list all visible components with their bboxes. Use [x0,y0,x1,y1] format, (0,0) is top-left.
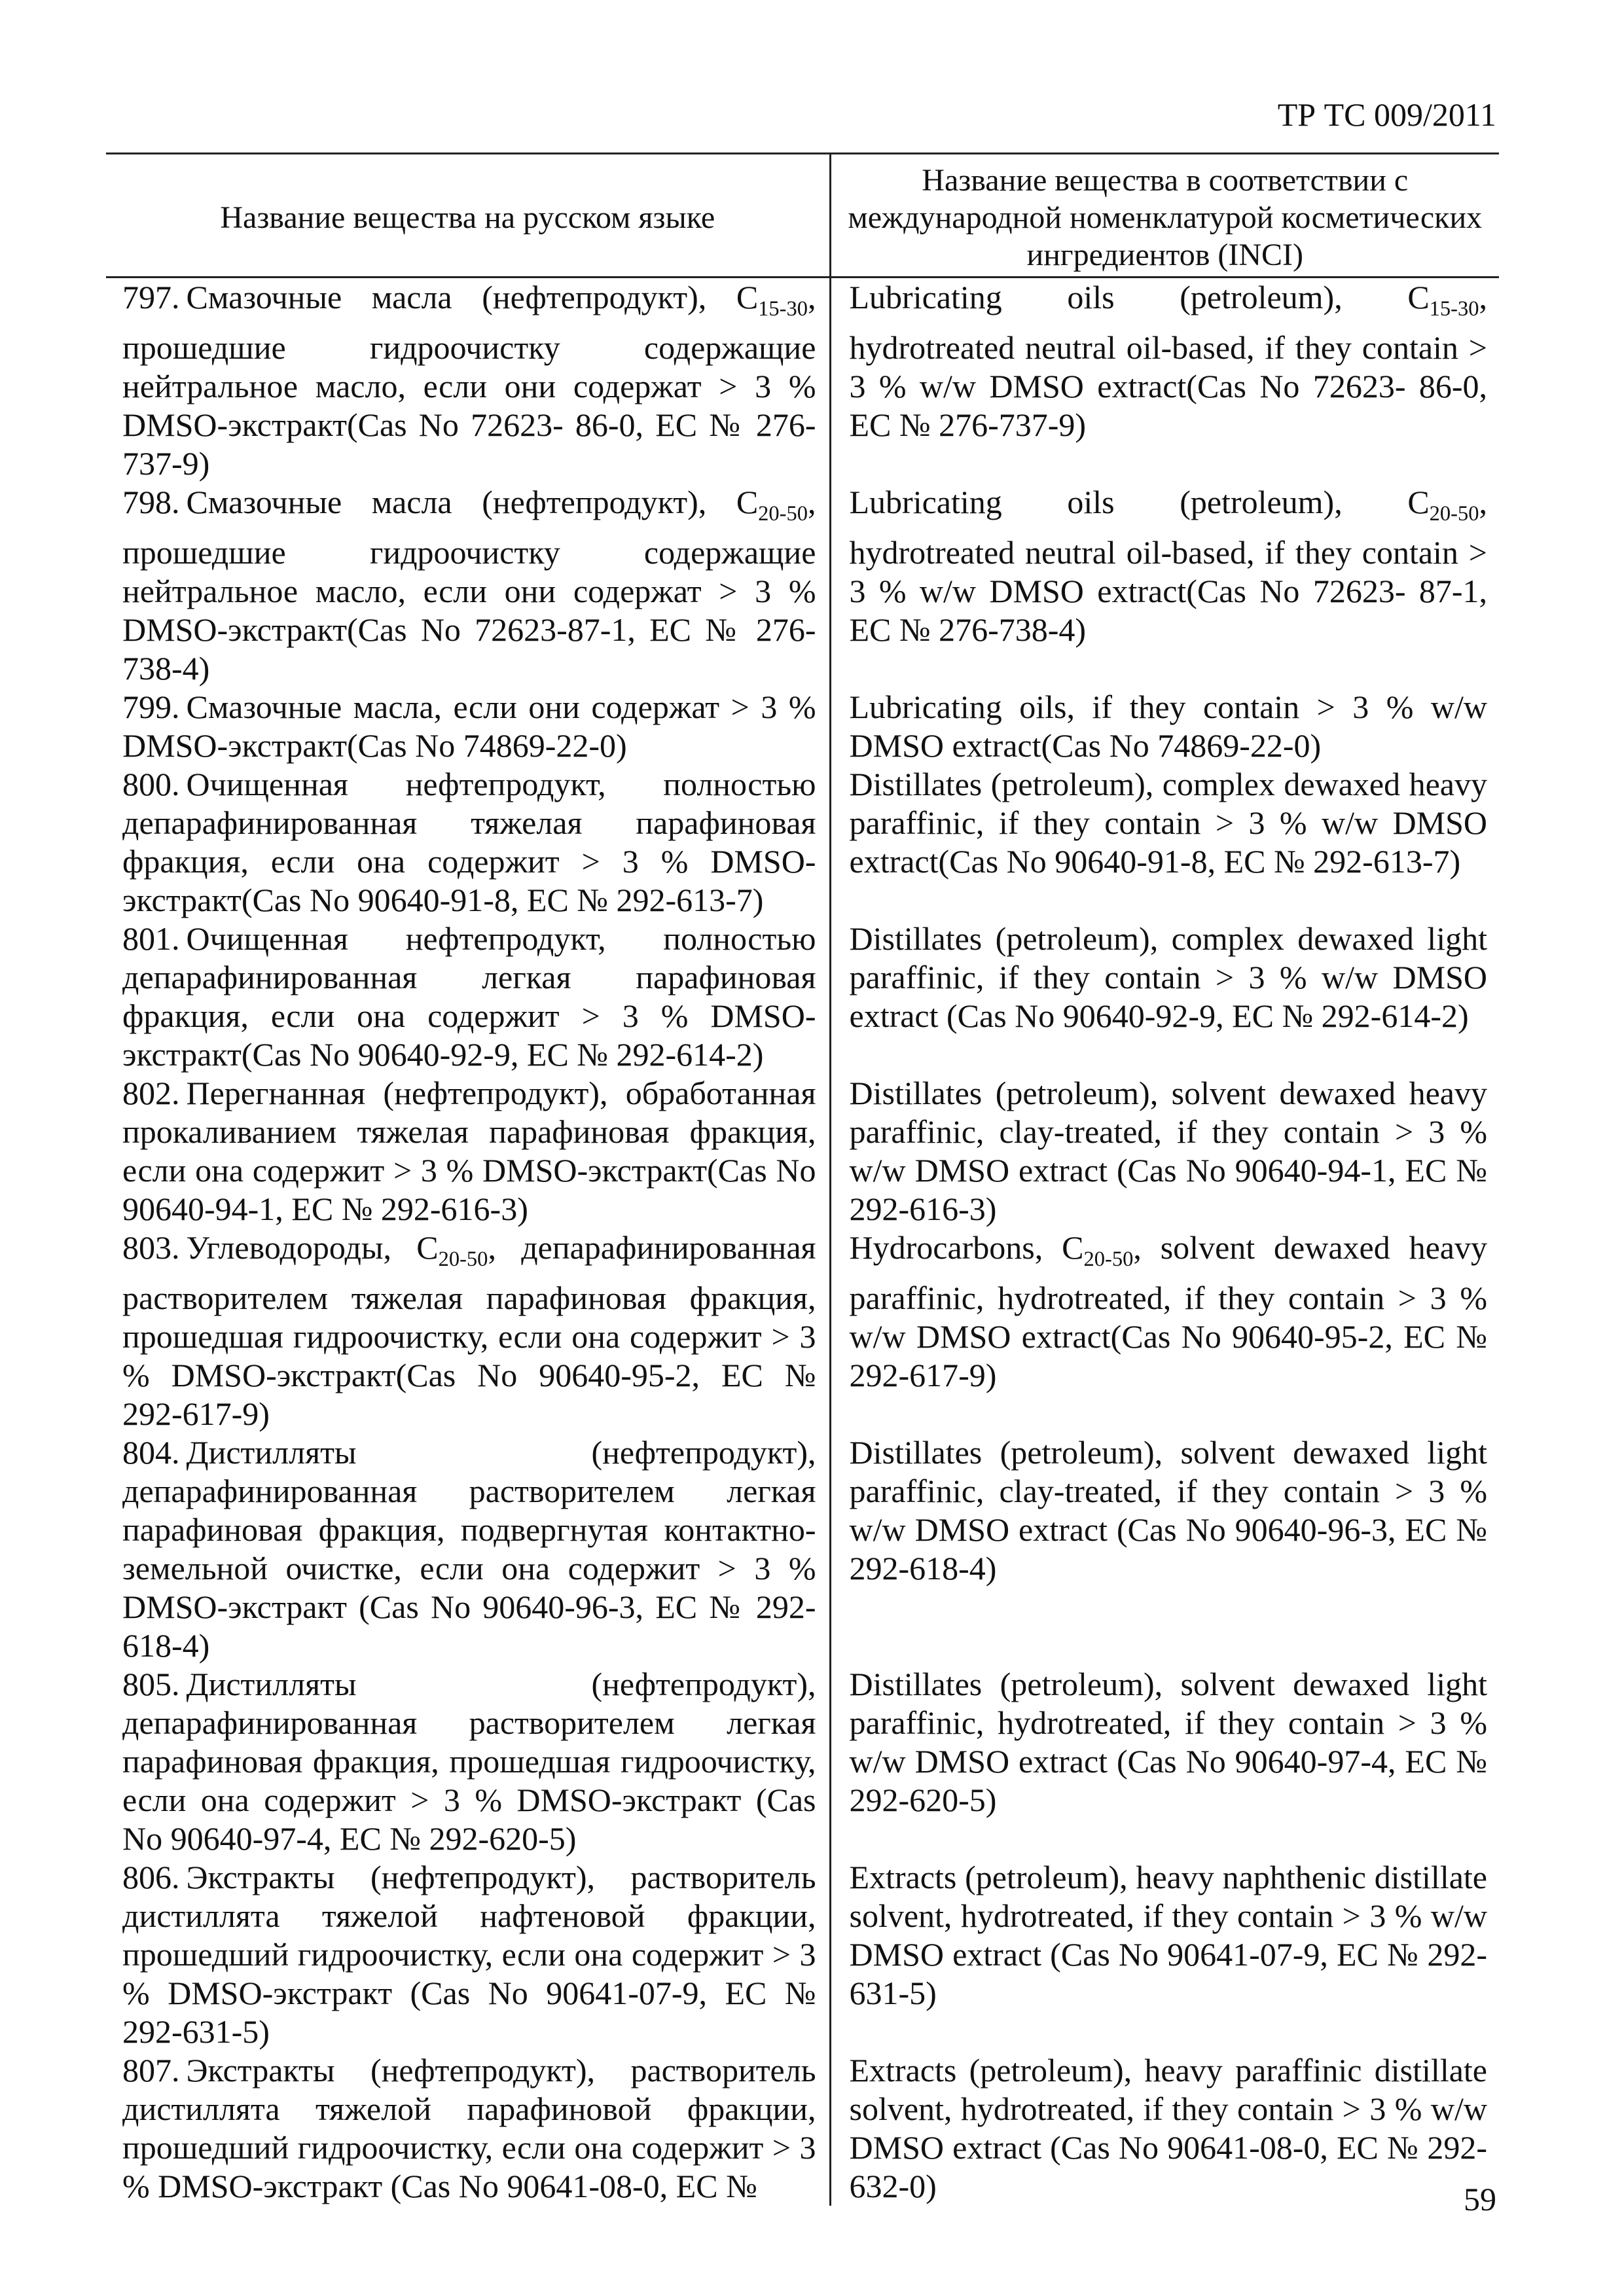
entry-number: 807. [122,2052,180,2089]
inci-name-cell [830,2051,1499,2206]
entry-number: 800. [122,766,180,802]
russian-name-text: Очищенная нефтепродукт, полностью депарафинированная тяжелая парафиновая фракция, если она содержит > 3 % DMSO-экстракт(Cas No 90640-91-8, EC № 292-613-7) [122,766,816,918]
table-row [106,2051,1499,2206]
table-body [106,278,1499,2206]
entry-number: 805. [122,1666,180,1702]
inci-name-cell [830,765,1499,920]
table-header-row [106,154,1499,278]
inci-name-text: Distillates (petroleum), solvent dewaxed heavy paraffinic, clay-treated, if they contain > 3 % w/w DMSO extract (Cas No 90640-94-1, EC № 292-616-3) [849,1075,1487,1227]
inci-name-cell [830,1433,1499,1665]
russian-name-text: Очищенная нефтепродукт, полностью депарафинированная легкая парафиновая фракция, если она содержит > 3 % DMSO-экстракт(Cas No 90640-92-9, EC № 292-614-2) [122,920,816,1073]
entry-number: 804. [122,1434,180,1471]
inci-name-cell [830,1858,1499,2051]
russian-name-cell [106,1665,830,1858]
table-row [106,278,1499,484]
inci-name-text: Lubricating oils (petroleum), $C_{15-30}$, hydrotreated neutral oil-based, if they contain > 3 % w/w DMSO extract(Cas No 72623- 86-0, EC № 276-737-9) [849,279,1487,443]
table-row [106,1433,1499,1665]
table-row [106,1665,1499,1858]
inci-name-text: Distillates (petroleum), complex dewaxed light paraffinic, if they contain > 3 % w/w DMSO extract (Cas No 90640-92-9, EC № 292-614-2) [849,920,1487,1034]
page-number: 59 [1464,2181,1496,2217]
inci-name-text: Lubricating oils, if they contain > 3 % w/w DMSO extract(Cas No 74869-22-0) [849,689,1487,764]
russian-name-cell [106,1433,830,1665]
russian-name-cell [106,483,830,688]
table-row [106,483,1499,688]
russian-name-cell [106,278,830,484]
column-header-inci: Название вещества в соответствии с международной номенклатурой косметических ингредиентов (INCI) [830,154,1499,278]
entry-number: 802. [122,1075,180,1111]
inci-name-text: Extracts (petroleum), heavy paraffinic distillate solvent, hydrotreated, if they contain > 3 % w/w DMSO extract (Cas No 90641-08-0, EC № 292-632-0) [849,2052,1487,2204]
russian-name-text: Дистилляты (нефтепродукт), депарафинированная растворителем легкая парафиновая фракция, прошедшая гидроочистку, если она содержит > 3 % DMSO-экстракт (Cas No 90640-97-4, EC № 292-620-5) [122,1666,816,1857]
entry-number: 801. [122,920,180,957]
inci-name-cell [830,920,1499,1074]
russian-name-text: Дистилляты (нефтепродукт), депарафинированная растворителем легкая парафиновая фракция, подвергнутая контактно-земельной очистке, если она содержит > 3 % DMSO-экстракт (Cas No 90640-96-3, EC № 292-618-4) [122,1434,816,1664]
inci-name-text: Distillates (petroleum), complex dewaxed heavy paraffinic, if they contain > 3 % w/w DMSO extract(Cas No 90640-91-8, EC № 292-613-7) [849,766,1487,880]
russian-name-text: Перегнанная (нефтепродукт), обработанная прокаливанием тяжелая парафиновая фракция, если она содержит > 3 % DMSO-экстракт(Cas No 90640-94-1, EC № 292-616-3) [122,1075,816,1227]
russian-name-cell [106,1858,830,2051]
table-row [106,920,1499,1074]
russian-name-text: Смазочные масла, если они содержат > 3 % DMSO-экстракт(Cas No 74869-22-0) [122,689,816,764]
entry-number: 798. [122,484,180,520]
entry-number: 806. [122,1859,180,1895]
table-row [106,1858,1499,2051]
substance-table [106,152,1499,2206]
russian-name-cell [106,765,830,920]
inci-name-cell [830,1665,1499,1858]
inci-name-cell [830,1229,1499,1433]
russian-name-text: Экстракты (нефтепродукт), растворитель дистиллята тяжелой нафтеновой фракции, прошедший гидроочистку, если она содержит > 3 % DMSO-экстракт (Cas No 90641-07-9, EC № 292-631-5) [122,1859,816,2050]
russian-name-cell [106,2051,830,2206]
entry-number: 803. [122,1229,180,1266]
russian-name-text: Смазочные масла (нефтепродукт), $C_{15-30}$, прошедшие гидроочистку содержащие нейтральное масло, если они содержат > 3 % DMSO-экстракт(Cas No 72623- 86-0, EC № 276-737-9) [122,279,816,482]
russian-name-cell [106,688,830,765]
inci-name-text: Distillates (petroleum), solvent dewaxed light paraffinic, hydrotreated, if they contain > 3 % w/w DMSO extract (Cas No 90640-97-4, EC № 292-620-5) [849,1666,1487,1818]
inci-name-cell [830,1074,1499,1229]
russian-name-cell [106,920,830,1074]
inci-name-cell [830,278,1499,484]
inci-name-text: Distillates (petroleum), solvent dewaxed light paraffinic, clay-treated, if they contain > 3 % w/w DMSO extract (Cas No 90640-96-3, EC № 292-618-4) [849,1434,1487,1587]
inci-name-text: Hydrocarbons, $C_{20-50}$, solvent dewaxed heavy paraffinic, hydrotreated, if they contain > 3 % w/w DMSO extract(Cas No 90640-95-2, EC № 292-617-9) [849,1229,1487,1393]
table-row [106,1229,1499,1433]
russian-name-text: Углеводороды, $C_{20-50}$, депарафинированная растворителем тяжелая парафиновая фракция, прошедшая гидроочистку, если она содержит > 3 % DMSO-экстракт(Cas No 90640-95-2, EC № 292-617-9) [122,1229,816,1432]
table-row [106,765,1499,920]
table-row [106,1074,1499,1229]
russian-name-cell [106,1074,830,1229]
entry-number: 797. [122,279,180,315]
inci-name-text: Lubricating oils (petroleum), $C_{20-50}$, hydrotreated neutral oil-based, if they contain > 3 % w/w DMSO extract(Cas No 72623- 87-1, EC № 276-738-4) [849,484,1487,648]
document-code: ТР ТС 009/2011 [1277,96,1496,133]
russian-name-cell [106,1229,830,1433]
column-header-russian: Название вещества на русском языке [106,154,830,278]
inci-name-cell [830,688,1499,765]
table-row [106,688,1499,765]
inci-name-cell [830,483,1499,688]
entry-number: 799. [122,689,180,725]
inci-name-text: Extracts (petroleum), heavy naphthenic distillate solvent, hydrotreated, if they contain > 3 % w/w DMSO extract (Cas No 90641-07-9, EC № 292-631-5) [849,1859,1487,2011]
russian-name-text: Смазочные масла (нефтепродукт), $C_{20-50}$, прошедшие гидроочистку содержащие нейтральное масло, если они содержат > 3 % DMSO-экстракт(Cas No 72623-87-1, EC № 276-738-4) [122,484,816,687]
russian-name-text: Экстракты (нефтепродукт), растворитель дистиллята тяжелой парафиновой фракции, прошедший гидроочистку, если она содержит > 3 % DMSO-экстракт (Cas No 90641-08-0, EC № [122,2052,816,2204]
